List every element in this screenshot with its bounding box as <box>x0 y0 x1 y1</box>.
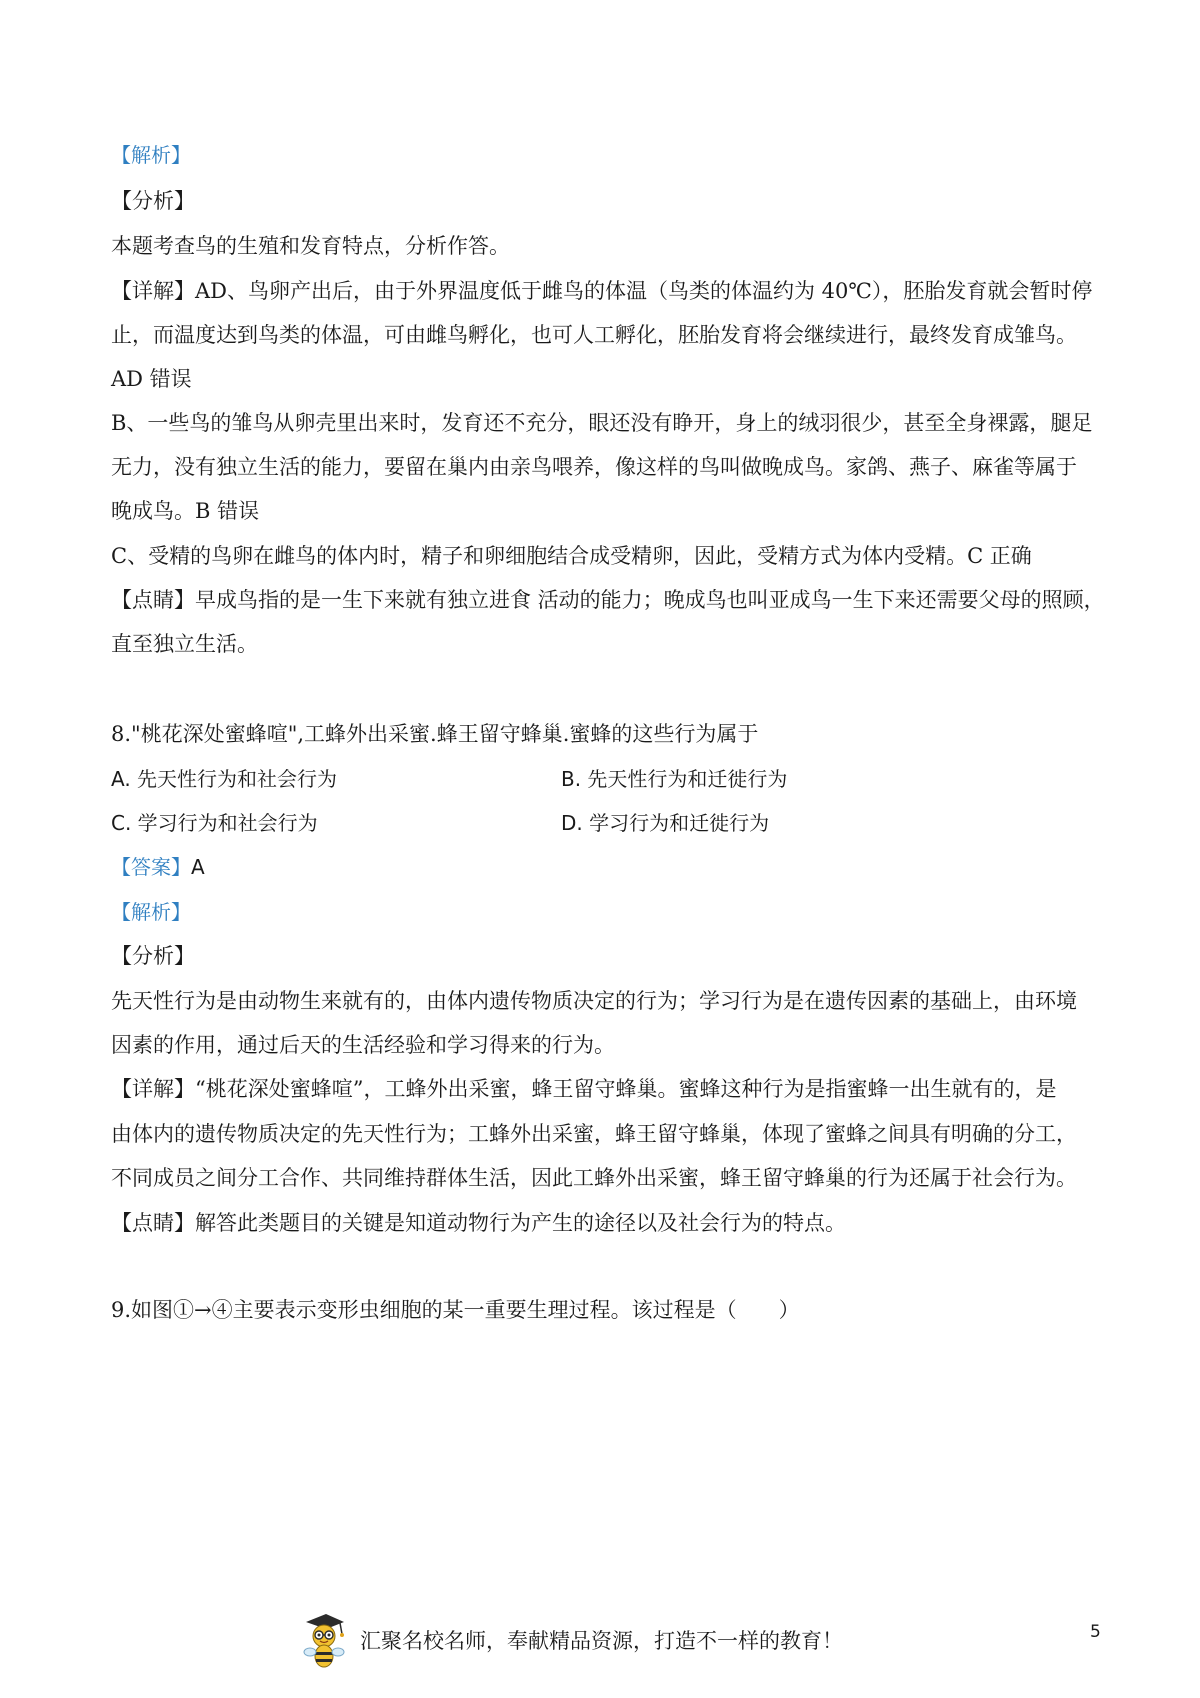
xiangjie-line-1: 【详解】AD、鸟卵产出后，由于外界温度低于雌鸟的体温（鸟类的体温约为 40℃），胚胎发育就会暂时停 <box>111 279 1093 303</box>
dianjing-line-1: 【点睛】早成鸟指的是一生下来就有独立进食 活动的能力；晚成鸟也叫亚成鸟一生下来还需要父母的照顾， <box>111 588 1105 612</box>
xiangjie-8-line-1: 【详解】“桃花深处蜜蜂喧”，工蜂外出采蜜，蜂王留守蜂巢。蜜蜂这种行为是指蜜蜂一出生就有的，是 <box>111 1077 1057 1101</box>
jiexi-label: 【解析】 <box>111 143 191 167</box>
page-footer <box>300 1610 900 1670</box>
xiangjie-line-3: AD 错误 <box>111 367 192 391</box>
question-9-stem: 9.如图①→④主要表示变形虫细胞的某一重要生理过程。该过程是（ ） <box>111 1298 800 1322</box>
option-b-explain-3: 晚成鸟。B 错误 <box>111 499 260 523</box>
question-8-stem: 8."桃花深处蜜蜂喧",工蜂外出采蜜.蜂王留守蜂巢.蜜蜂的这些行为属于 <box>111 722 759 746</box>
footer-slogan: 汇聚名校名师，奉献精品资源，打造不一样的教育！ <box>360 1629 843 1653</box>
question-8-option-a: A. 先天性行为和社会行为 <box>111 767 338 791</box>
option-b-explain-1: B、一些鸟的雏鸟从卵壳里出来时，发育还不充分，眼还没有睁开，身上的绒羽很少，甚至全身裸露，腿足 <box>111 411 1093 435</box>
question-8-option-c: C. 学习行为和社会行为 <box>111 811 318 835</box>
fenxi-label-8: 【分析】 <box>111 944 195 968</box>
xiangjie-8-line-3: 不同成员之间分工合作、共同维持群体生活，因此工蜂外出采蜜，蜂王留守蜂巢的行为还属于社会行为。 <box>111 1166 1077 1190</box>
answer-value: A <box>191 855 205 879</box>
question-8-option-b: B. 先天性行为和迁徙行为 <box>561 767 788 791</box>
fenxi-text: 本题考查鸟的生殖和发育特点，分析作答。 <box>111 234 510 258</box>
dianjing-8: 【点睛】解答此类题目的关键是知道动物行为产生的途径以及社会行为的特点。 <box>111 1211 846 1235</box>
xiangjie-8-line-2: 由体内的遗传物质决定的先天性行为；工蜂外出采蜜，蜂王留守蜂巢，体现了蜜蜂之间具有明确的分工， <box>111 1122 1077 1146</box>
option-b-explain-2: 无力，没有独立生活的能力，要留在巢内由亲鸟喂养，像这样的鸟叫做晚成鸟。家鸽、燕子、麻雀等属于 <box>111 455 1077 479</box>
xiangjie-line-2: 止，而温度达到鸟类的体温，可由雌鸟孵化，也可人工孵化，胚胎发育将会继续进行，最终发育成雏鸟。 <box>111 323 1077 347</box>
option-c-explain: C、受精的鸟卵在雌鸟的体内时，精子和卵细胞结合成受精卵，因此，受精方式为体内受精。C 正确 <box>111 544 1032 568</box>
answer-label: 【答案】 <box>111 855 191 879</box>
fenxi-label: 【分析】 <box>111 189 195 213</box>
fenxi-8-line-2: 因素的作用，通过后天的生活经验和学习得来的行为。 <box>111 1033 615 1057</box>
answer-row <box>111 852 1101 882</box>
question-8-option-d: D. 学习行为和迁徙行为 <box>561 811 770 835</box>
jiexi-label-8: 【解析】 <box>111 900 191 924</box>
bee-graduate-mascot-icon <box>300 1610 348 1670</box>
page-number: 5 <box>1090 1622 1101 1642</box>
fenxi-8-line-1: 先天性行为是由动物生来就有的，由体内遗传物质决定的行为；学习行为是在遗传因素的基础上，由环境 <box>111 989 1077 1013</box>
dianjing-line-2: 直至独立生活。 <box>111 632 258 656</box>
